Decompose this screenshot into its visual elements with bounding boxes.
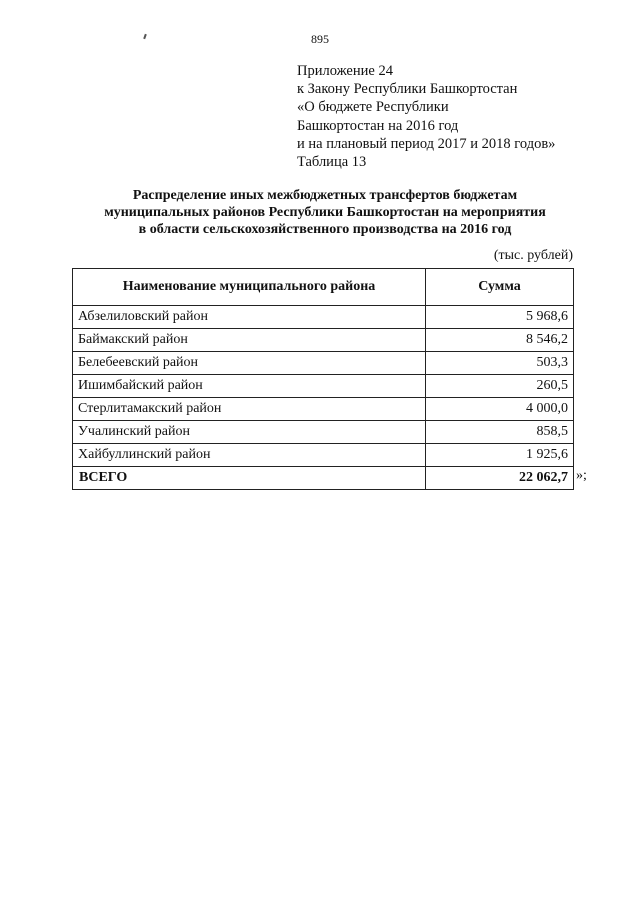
title-line: муниципальных районов Республики Башкортостан на мероприятия (104, 205, 546, 220)
amount-cell: 1 925,6 (426, 444, 574, 467)
amount-cell: 8 546,2 (426, 329, 574, 352)
appendix-line: к Закону Республики Башкортостан (297, 81, 518, 98)
table-row (73, 398, 574, 421)
district-name: Ишимбайский район (73, 375, 426, 398)
district-name: Абзелиловский район (73, 306, 426, 329)
total-row (73, 467, 574, 490)
appendix-line: Башкортостан на 2016 год (297, 117, 459, 134)
table-row (73, 306, 574, 329)
unit-label: (тыс. рублей) (493, 248, 573, 263)
district-name: Учалинский район (73, 421, 426, 444)
amount-cell: 503,3 (426, 352, 574, 375)
appendix-line: Приложение 24 (297, 63, 393, 79)
amount-cell: 858,5 (426, 421, 574, 444)
appendix-heading (297, 62, 555, 171)
appendix-line: и на плановый период 2017 и 2018 годов» (297, 135, 556, 152)
table-row (73, 375, 574, 398)
total-amount: 22 062,7 (426, 467, 574, 490)
document-title (70, 187, 580, 238)
table-row (73, 352, 574, 375)
closing-quote: »; (576, 468, 587, 483)
district-name: Баймакский район (73, 329, 426, 352)
appendix-line: «О бюджете Республики (297, 99, 449, 116)
district-name: Стерлитамакский район (73, 398, 426, 421)
table-row (73, 421, 574, 444)
title-line: Распределение иных межбюджетных трансфертов бюджетам (132, 188, 518, 203)
table-row (73, 444, 574, 467)
district-name: Хайбуллинский район (73, 444, 426, 467)
budget-table (72, 268, 574, 490)
page-number: 895 (311, 32, 329, 46)
amount-cell: 5 968,6 (426, 306, 574, 329)
table-header-row (73, 269, 574, 306)
column-header-district: Наименование муниципального района (73, 269, 426, 306)
total-label: ВСЕГО (73, 467, 426, 490)
district-name: Белебеевский район (73, 352, 426, 375)
column-header-amount: Сумма (426, 269, 574, 306)
table-row (73, 329, 574, 352)
amount-cell: 4 000,0 (426, 398, 574, 421)
amount-cell: 260,5 (426, 375, 574, 398)
title-line: в области сельскохозяйственного производства на 2016 год (138, 222, 512, 237)
table-number: Таблица 13 (297, 154, 367, 171)
